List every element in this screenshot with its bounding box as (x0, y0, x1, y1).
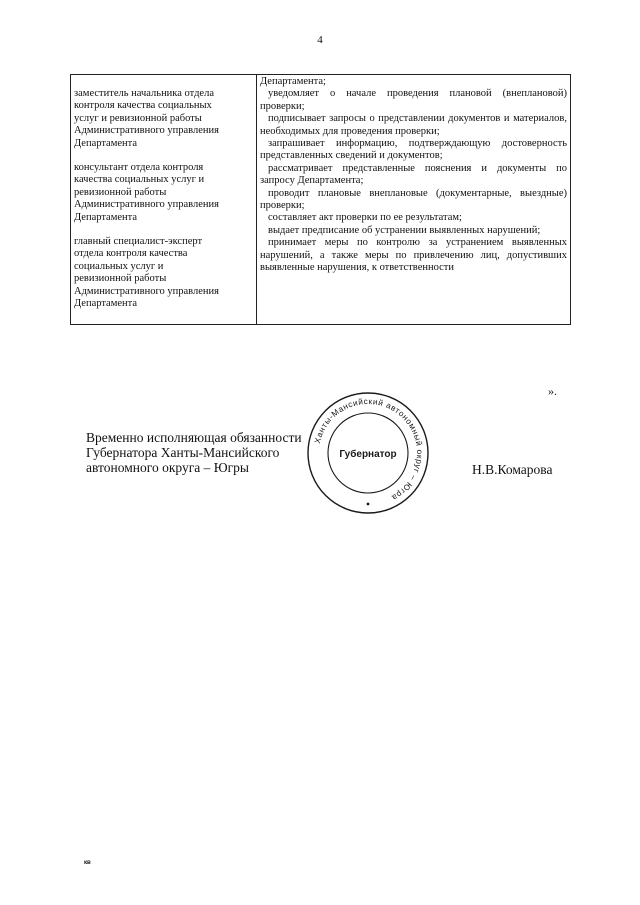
duty-item: выдает предписание об устранении выявленных нарушений; (268, 224, 541, 236)
position-entry (74, 162, 253, 224)
duties-list (260, 76, 567, 275)
duty-item: Департамента; (260, 76, 326, 87)
signatory-title-line: автономного округа – Югры (86, 460, 249, 475)
duty-item: составляет акт проверки по ее результатам; (268, 212, 462, 224)
seal-ring-text-path: Ханты-Мансийский автономный округ – Югра (312, 396, 425, 503)
position-line: качества социальных услуг и (74, 174, 205, 186)
duties-cell (257, 75, 571, 325)
position-line: социальных услуг и (74, 260, 164, 272)
seal-star-dot (367, 503, 370, 506)
duty-item: подписывает запросы о представлении документов и материалов, необходимых для проведения проверки; (260, 113, 567, 137)
position-line: консультант отдела контроля (74, 162, 204, 174)
duty-item: уведомляет о начале проведения плановой (внеплановой) проверки; (260, 88, 567, 112)
position-line: контроля качества социальных (74, 100, 212, 112)
position-line: Административного управления (74, 125, 219, 137)
position-line: Департамента (74, 137, 138, 149)
position-entry (74, 236, 253, 310)
seal-center-text: Губернатор (339, 449, 397, 460)
position-line: Департамента (74, 298, 138, 310)
footer-mark: кв (84, 860, 91, 866)
signatory-title (86, 430, 302, 475)
signatory-title-line: Губернатора Ханты-Мансийского (86, 445, 280, 460)
positions-cell (71, 75, 257, 325)
closing-quote: ». (548, 384, 557, 398)
position-line: ревизионной работы (74, 273, 167, 285)
duty-item: принимает меры по контролю за устранением выявленных нарушений, а также меры по привлечению лиц, допустивших выявленные нарушения, к ответственности (260, 237, 567, 274)
responsibilities-table (70, 74, 571, 325)
official-seal (306, 391, 430, 515)
signatory-title-line: Временно исполняющая обязанности (86, 430, 302, 445)
page-number: 4 (317, 34, 323, 46)
signatory-name: Н.В.Комарова (472, 462, 553, 477)
position-line: Административного управления (74, 285, 219, 297)
position-line: Департамента (74, 211, 138, 223)
position-line: Административного управления (74, 199, 219, 211)
duty-item: проводит плановые внеплановые (документарные, выездные) проверки; (260, 187, 567, 212)
position-entry (74, 88, 253, 150)
position-line: ревизионной работы (74, 186, 167, 198)
position-line: заместитель начальника отдела (74, 88, 214, 99)
position-line: услуг и ревизионной работы (74, 112, 202, 124)
duty-item: рассматривает представленные пояснения и документы по запросу Департамента; (260, 162, 567, 187)
position-line: главный специалист-эксперт (74, 236, 203, 248)
duty-item: запрашивает информацию, подтверждающую достоверность представленных сведений и документов; (260, 138, 567, 162)
positions-list (74, 88, 253, 311)
position-line: отдела контроля качества (74, 248, 188, 260)
table-row (71, 75, 571, 325)
